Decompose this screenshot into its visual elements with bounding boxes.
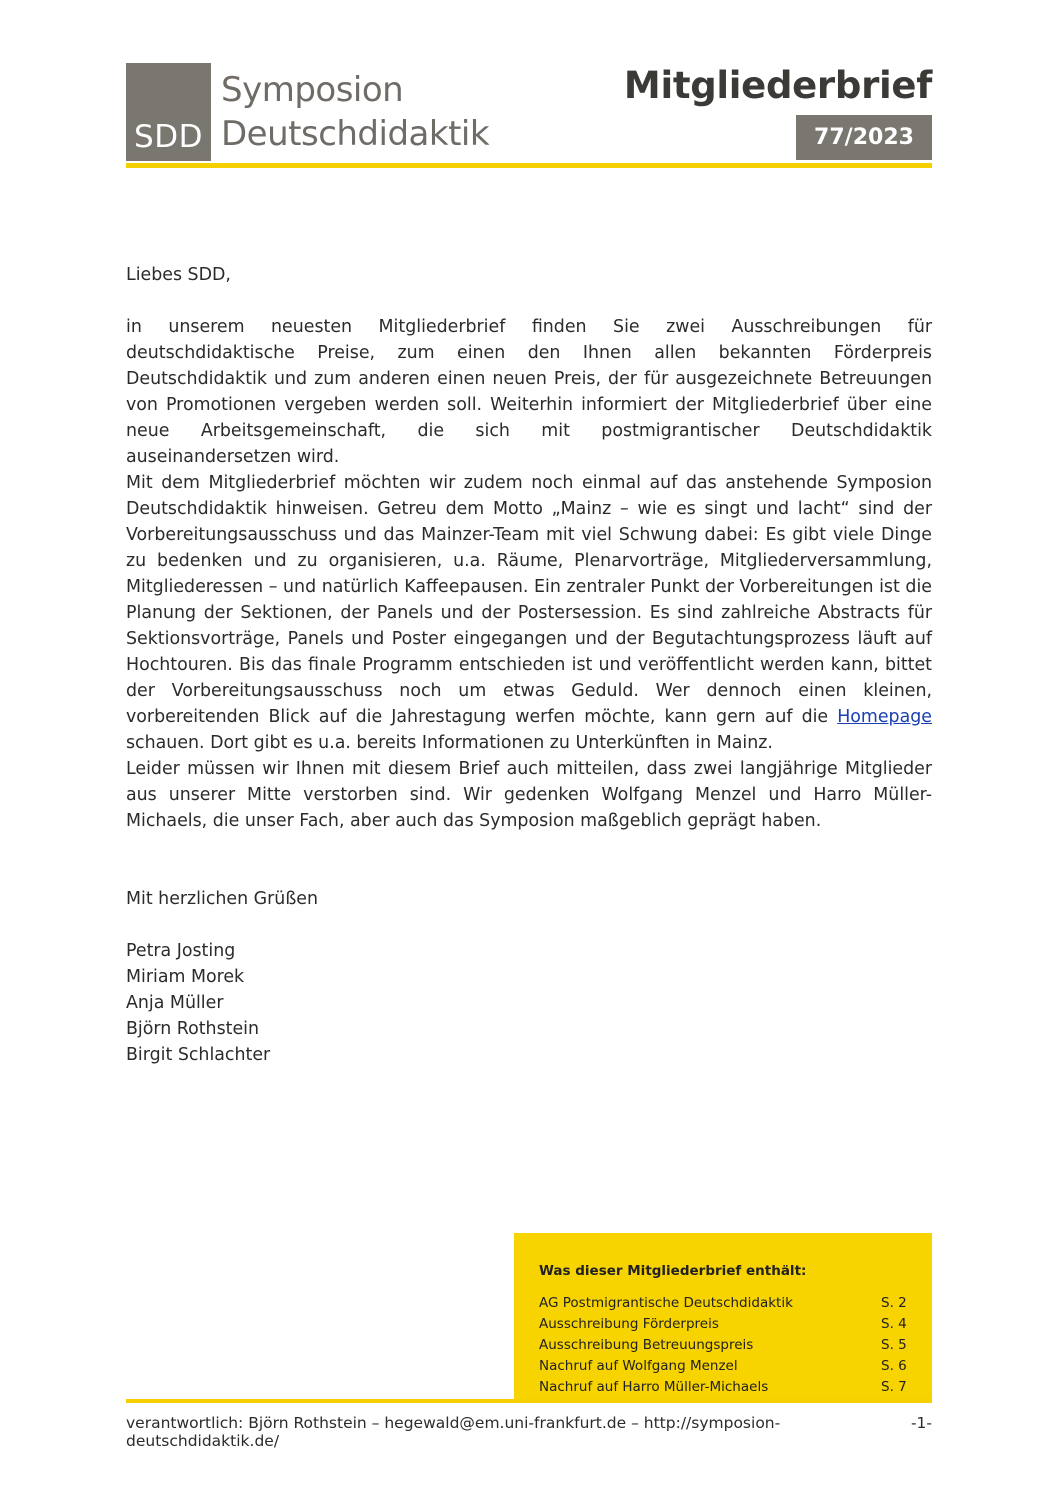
signer: Birgit Schlachter	[126, 1045, 271, 1065]
contents-item-label: Nachruf auf Wolfgang Menzel	[539, 1358, 738, 1374]
logo-wordmark	[221, 68, 489, 156]
document-title: Mitgliederbrief	[623, 64, 932, 107]
homepage-link[interactable]: Homepage	[837, 707, 932, 727]
closing: Mit herzlichen Grüßen	[126, 889, 319, 909]
page-number: -1-	[910, 1414, 932, 1432]
footer-divider	[126, 1399, 932, 1403]
contents-item-label: Ausschreibung Förderpreis	[539, 1316, 719, 1332]
signer: Björn Rothstein	[126, 1019, 260, 1039]
header-divider	[126, 163, 932, 168]
contents-box	[514, 1233, 932, 1400]
contents-title: Was dieser Mitgliederbrief enthält:	[539, 1263, 807, 1279]
contents-item-label: AG Postmigrantische Deutschdidaktik	[539, 1295, 793, 1311]
footer-contact: verantwortlich: Björn Rothstein – hegewald@em.uni-frankfurt.de – http://symposion-deutschdidaktik.de/	[126, 1414, 781, 1450]
logo-mark	[126, 63, 211, 161]
footer	[126, 1414, 932, 1450]
contents-item-page: S. 2	[881, 1295, 907, 1311]
paragraph-1: in unserem neuesten Mitgliederbrief finden Sie zwei Ausschreibungen für deutschdidaktische Preise, zum einen den Ihnen allen bekannten Förderpreis Deutschdidaktik und zum anderen einen neuen Preis, der für ausgezeichnete Betreuungen von Promotionen vergeben werden soll. Weiterhin informiert der Mitgliederbrief über eine neue Arbeitsgemeinschaft, die sich mit postmigrantischer Deutschdidaktik auseinandersetzen wird.	[126, 317, 932, 467]
contents-item-label: Ausschreibung Betreuungspreis	[539, 1337, 754, 1353]
paragraph-2	[126, 470, 932, 756]
paragraph-2-text: Mit dem Mitgliederbrief möchten wir zudem noch einmal auf das anstehende Symposion Deutschdidaktik hinweisen. Getreu dem Motto „Mainz – wie es singt und lacht“ sind der Vorbereitungsausschuss und das Mainzer-Team mit viel Schwung dabei: Es gibt viele Dinge zu bedenken und zu organisieren, u.a. Räume, Plenarvorträge, Mitgliederversammlung, Mitgliederessen – und natürlich Kaffeepausen. Ein zentraler Punkt der Vorbereitungen ist die Planung der Sektionen, der Panels und der Postersession. Es sind zahlreiche Abstracts für Sektionsvorträge, Panels und Poster eingegangen und der Begutachtungsprozess läuft auf Hochtouren. Bis das finale Programm entschieden ist und veröffentlicht werden kann, bittet der Vorbereitungsausschuss noch um etwas Geduld. Wer dennoch einen kleinen, vorbereitenden Blick auf die Jahrestagung werfen möchte, kann gern auf die	[126, 473, 932, 727]
signer-list	[126, 938, 932, 1068]
contents-item	[539, 1356, 907, 1377]
contents-item-page: S. 6	[881, 1358, 907, 1374]
contents-item	[539, 1293, 907, 1314]
contents-item	[539, 1314, 907, 1335]
logo-line-2: Deutschdidaktik	[221, 114, 490, 154]
contents-item-page: S. 4	[881, 1316, 907, 1332]
contents-item-page: S. 5	[881, 1337, 907, 1353]
contents-item	[539, 1335, 907, 1356]
signer: Petra Josting	[126, 941, 236, 961]
signer: Anja Müller	[126, 993, 224, 1013]
issue-number: 77/2023	[796, 115, 932, 160]
logo-line-1: Symposion	[221, 70, 404, 110]
contents-item-label: Nachruf auf Harro Müller-Michaels	[539, 1379, 769, 1395]
contents-item-page: S. 7	[881, 1379, 907, 1395]
paragraph-2-text-end: schauen. Dort gibt es u.a. bereits Informationen zu Unterkünften in Mainz.	[126, 733, 773, 753]
contents-list	[539, 1293, 907, 1398]
contents-item	[539, 1377, 907, 1398]
paragraph-3: Leider müssen wir Ihnen mit diesem Brief auch mitteilen, dass zwei langjährige Mitglieder aus unserer Mitte verstorben sind. Wir gedenken Wolfgang Menzel und Harro Müller-Michaels, die unser Fach, aber auch das Symposion maßgeblich geprägt haben.	[126, 759, 932, 831]
letter-body	[126, 262, 932, 1068]
salutation: Liebes SDD,	[126, 265, 231, 285]
logo-abbreviation: SDD	[134, 119, 203, 155]
signer: Miriam Morek	[126, 967, 245, 987]
